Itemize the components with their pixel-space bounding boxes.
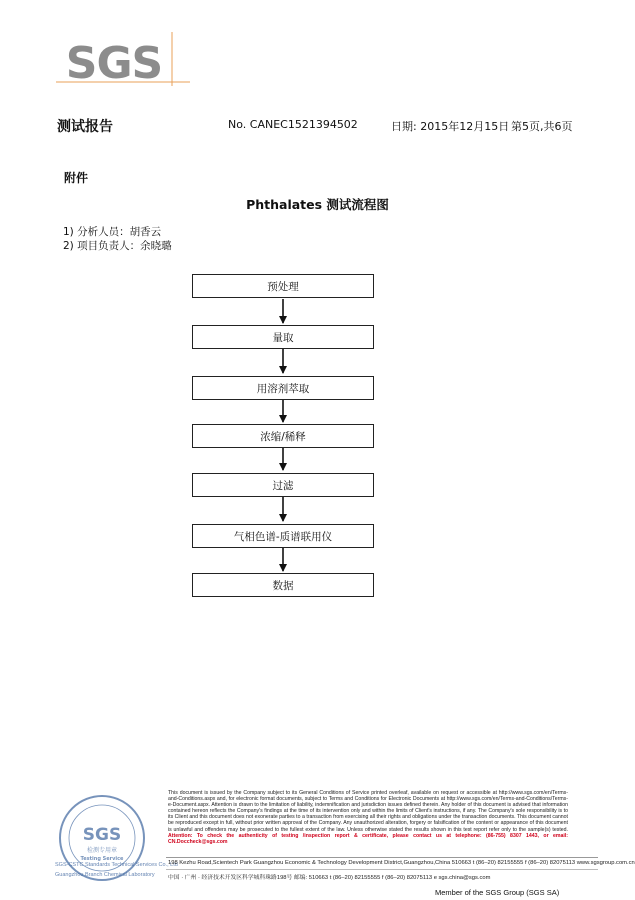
report-number: No. CANEC1521394502 bbox=[228, 118, 358, 131]
authenticity-notice: Attention: To check the authenticity of testing /inspection report & certificate, please contact us at telephone: (86-755) 8307 1443, or email: CN.Doccheck@sgs.com bbox=[168, 832, 568, 845]
step-measure: 量取 bbox=[192, 325, 374, 349]
step-gc-ms: 气相色谱-质谱联用仪 bbox=[192, 524, 374, 548]
annex-heading: 附件 bbox=[64, 171, 89, 185]
step-solvent-extraction: 用溶剂萃取 bbox=[192, 376, 374, 400]
disclaimer-text: This document is issued by the Company subject to its General Conditions of Service printed overleaf, available on request or accessible at http://www.sgs.com/en/Terms-and-Conditions.aspx and, for electronic format documents, subject to Terms and Conditions for Electronic Documents at http://www.sgs.com/en/Terms-and-Conditions/Terms-e-Document.aspx. Attention is drawn to the limitation of liability, indemnification and jurisdiction issues defined therein. Any holder of this document is advised that information contained hereon reflects the Company's findings at the time of its intervention only and within the limits of Client's instructions, if any. The Company's sole responsibility is to its Client and this document does not exonerate parties to a transaction from exercising all their rights and obligations under the transaction documents. This document cannot be reproduced except in full, without prior written approval of the Company. Any unauthorized alteration, forgery or falsification of the content or appearance of this document is unlawful and offenders may be prosecuted to the fullest extent of the law. Unless otherwise stated the results shown in this test report refer only to the sample(s) tested. bbox=[168, 790, 568, 833]
sgs-member-line: Member of the SGS Group (SGS SA) bbox=[435, 888, 560, 897]
flowchart-title: Phthalates 测试流程图 bbox=[246, 197, 389, 212]
report-title: 测试报告 bbox=[57, 119, 113, 135]
svg-text:SGS: SGS bbox=[82, 825, 122, 845]
project-lead-line: 2) 项目负责人：余晓璐 bbox=[63, 240, 172, 252]
report-date: 日期: 2015年12月15日 bbox=[391, 120, 510, 133]
footer-address-cn: 中国 · 广州 · 经济技术开发区科学城科珠路198号 邮编: 510663 t (86–20) 82155555 f (86–20) 82075113 e sgs.china@sgs.com bbox=[168, 875, 491, 881]
svg-text:检测专用章: 检测专用章 bbox=[86, 847, 118, 854]
sgs-logo bbox=[52, 30, 194, 88]
seal-company-name: SGS-CSTC Standards Technical Services Co., Ltd bbox=[55, 862, 178, 868]
analyst-line: 1) 分析人员：胡香云 bbox=[63, 226, 162, 238]
step-data: 数据 bbox=[192, 573, 374, 597]
page-indicator: 第5页,共6页 bbox=[511, 120, 573, 133]
seal-branch-name: Guangzhou Branch Chemical Laboratory bbox=[55, 872, 155, 878]
step-filter: 过滤 bbox=[192, 473, 374, 497]
logo-text: SGS bbox=[65, 38, 163, 88]
step-pretreatment: 预处理 bbox=[192, 274, 374, 298]
svg-text:Testing Service: Testing Service bbox=[80, 856, 124, 862]
footer-disclaimer bbox=[168, 790, 568, 845]
testing-seal-icon bbox=[57, 793, 147, 883]
footer-divider-2 bbox=[166, 869, 598, 870]
footer-divider bbox=[166, 857, 598, 858]
footer-address-en: 198 Kezhu Road,Scientech Park Guangzhou Economic & Technology Development District,Guangzhou,China 510663 t (86–20) 82155555 f (86–20) 82075113 www.sgsgroup.com.cn bbox=[168, 860, 635, 866]
step-concentrate-dilute: 浓缩/稀释 bbox=[192, 424, 374, 448]
